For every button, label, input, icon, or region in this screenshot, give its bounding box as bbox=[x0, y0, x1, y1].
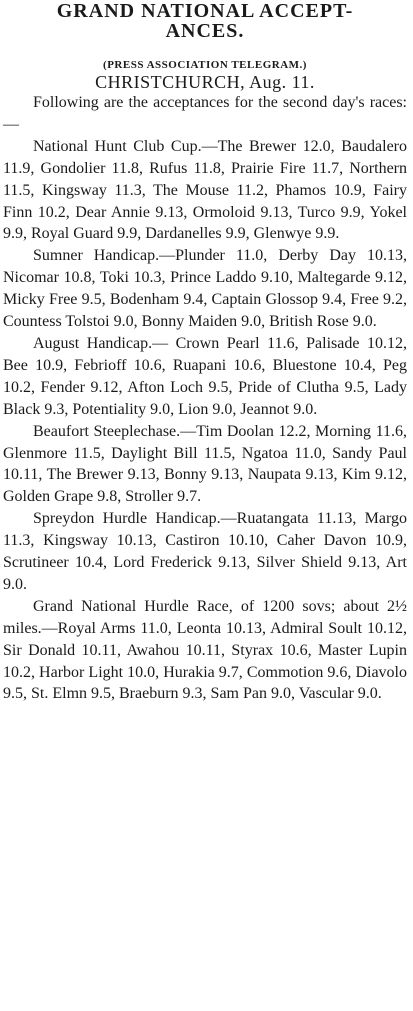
headline-line-1: GRAND NATIONAL ACCEPT- bbox=[56, 0, 354, 22]
paragraph-grand-national-hurdle-race: Grand National Hurdle Race, of 1200 sovs; about 2½ miles.—Royal Arms 11.0, Leonta 10.13, Admiral Soult 10.12, Sir Donald 10.11, Awahou 10.11, Styrax 10.6, Master Lupin 10.2, Harbor Light 10.0, Hurakia 9.7, Commotion 9.6, Diavolo 9.5, St. Elmn 9.5, Braeburn 9.3, Sam Pan 9.0, Vascular 9.0. bbox=[3, 597, 407, 703]
article-body bbox=[3, 92, 407, 705]
headline-line-2: ANCES. bbox=[165, 20, 245, 42]
paragraph-spreydon-hurdle-handicap: Spreydon Hurdle Handicap.—Ruatangata 11.13, Margo 11.3, Kingsway 10.13, Castiron 10.10, Caher Davon 10.9, Scrutineer 10.4, Lord Frederick 9.13, Silver Shield 9.13, Art 9.0. bbox=[3, 510, 407, 593]
paragraph-august-handicap: August Handicap.— Crown Pearl 11.6, Palisade 10.12, Bee 10.9, Febrioff 10.6, Ruapani 10.6, Bluestone 10.4, Peg 10.2, Fender 9.12, Afton Loch 9.5, Pride of Clutha 9.5, Lady Black 9.3, Potentiality 9.0, Lion 9.0, Jeannot 9.0. bbox=[3, 334, 407, 418]
paragraph-national-hunt-club-cup: National Hunt Club Cup.—The Brewer 12.0, Baudalero 11.9, Gondolier 11.8, Rufus 11.8, Prairie Fire 11.7, Northern 11.5, Kingsway 11.3, The Mouse 11.2, Phamos 10.9, Fairy Finn 10.2, Dear Annie 9.13, Ormoloid 9.13, Turco 9.9, Yokel 9.9, Royal Guard 9.9, Dardanelles 9.9, Glenwye 9.9. bbox=[3, 137, 407, 243]
paragraph-intro: Following are the acceptances for the second day's races:— bbox=[3, 94, 407, 133]
headline bbox=[3, 0, 407, 41]
paragraph-beaufort-steeplechase: Beaufort Steeplechase.—Tim Doolan 12.2, Morning 11.6, Glenmore 11.5, Daylight Bill 11.5, Ngatoa 11.0, Sandy Paul 10.11, The Brewer 9.13, Bonny 9.13, Naupata 9.13, Kim 9.12, Golden Grape 9.8, Stroller 9.7. bbox=[3, 422, 407, 506]
agency-credit: (PRESS ASSOCIATION TELEGRAM.) bbox=[103, 59, 307, 71]
dateline: CHRISTCHURCH, Aug. 11. bbox=[95, 72, 315, 92]
paragraph-sumner-handicap: Sumner Handicap.—Plunder 11.0, Derby Day 10.13, Nicomar 10.8, Toki 10.3, Prince Laddo 9.10, Maltegarde 9.12, Micky Free 9.5, Bodenham 9.4, Captain Glossop 9.4, Free 9.2, Countess Tolstoi 9.0, Bonny Maiden 9.0, British Rose 9.0. bbox=[3, 247, 407, 331]
